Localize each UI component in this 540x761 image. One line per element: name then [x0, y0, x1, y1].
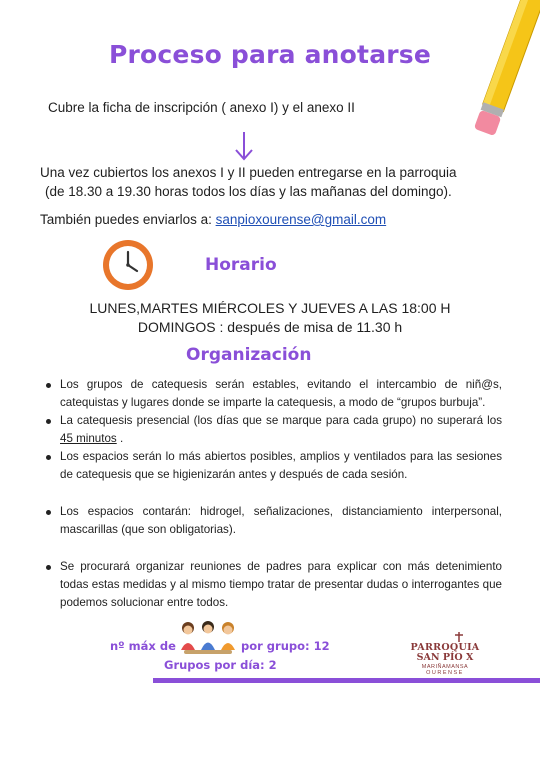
list-item-text: La catequesis presencial (los días que se marque para cada grupo) no superará los: [60, 414, 502, 427]
max-prefix: nº máx de: [110, 639, 176, 653]
down-arrow-icon: [232, 130, 256, 162]
page-title: Proceso para anotarse: [108, 40, 432, 69]
schedule-sundays: DOMINGOS : después de misa de 11.30 h: [137, 319, 403, 335]
list-item: Los espacios serán lo más abiertos posibles, amplios y ventilados para las sesiones de catequesis que se higienizarán antes y después de cada sesión.: [44, 448, 502, 484]
list-item: Se procurará organizar reuniones de padres para explicar con más detenimiento todas estas medidas y al mismo tiempo tratar de presentar dudas o interrogantes que podemos solucionar entre todos.: [44, 558, 502, 612]
logo-line-3: MARIÑAMANSA: [421, 664, 469, 670]
schedule-weekdays: LUNES,MARTES MIÉRCOLES Y JUEVES A LAS 18:00 H: [89, 300, 451, 316]
logo-line-1: PARROQUIA: [410, 642, 480, 653]
children-icon: [178, 620, 238, 656]
footer-divider: [153, 678, 540, 683]
step-two-line-1: Una vez cubiertos los anexos I y II pueden entregarse en la parroquia: [40, 165, 457, 180]
horario-heading: Horario: [205, 255, 277, 275]
email-link[interactable]: sanpioxourense@gmail.com: [215, 212, 387, 227]
schedule-text: [0, 299, 540, 337]
parish-logo: [405, 632, 485, 676]
duration-text: 45 minutos: [60, 432, 117, 445]
duration-suffix: .: [116, 432, 124, 445]
max-suffix: por grupo: 12: [241, 639, 330, 653]
groups-per-day: Grupos por día: 2: [164, 658, 277, 672]
pencil-icon: [470, 0, 540, 150]
list-item: Los espacios contarán: hidrogel, señalizaciones, distanciamiento interpersonal, mascarillas (que son obligatorias).: [44, 503, 502, 539]
clock-icon: [100, 237, 156, 293]
organization-list: [44, 376, 502, 612]
organizacion-heading: Organización: [186, 345, 312, 365]
list-item: [44, 412, 502, 448]
email-line: [40, 212, 386, 227]
step-one-text: Cubre la ficha de inscripción ( anexo I) y el anexo II: [48, 100, 355, 115]
step-two-line-2: (de 18.30 a 19.30 horas todos los días y las mañanas del domingo).: [45, 184, 452, 199]
logo-line-2: SAN PÍO X: [416, 652, 474, 663]
step-two-text: [40, 163, 457, 201]
cross-icon: [405, 632, 485, 642]
logo-line-4: OURENSE: [426, 670, 464, 676]
list-item: Los grupos de catequesis serán estables, evitando el intercambio de niñ@s, catequistas y lugares donde se imparte la catequesis, a modo de “grupos burbuja”.: [44, 376, 502, 412]
email-prefix: También puedes enviarlos a:: [40, 212, 216, 227]
